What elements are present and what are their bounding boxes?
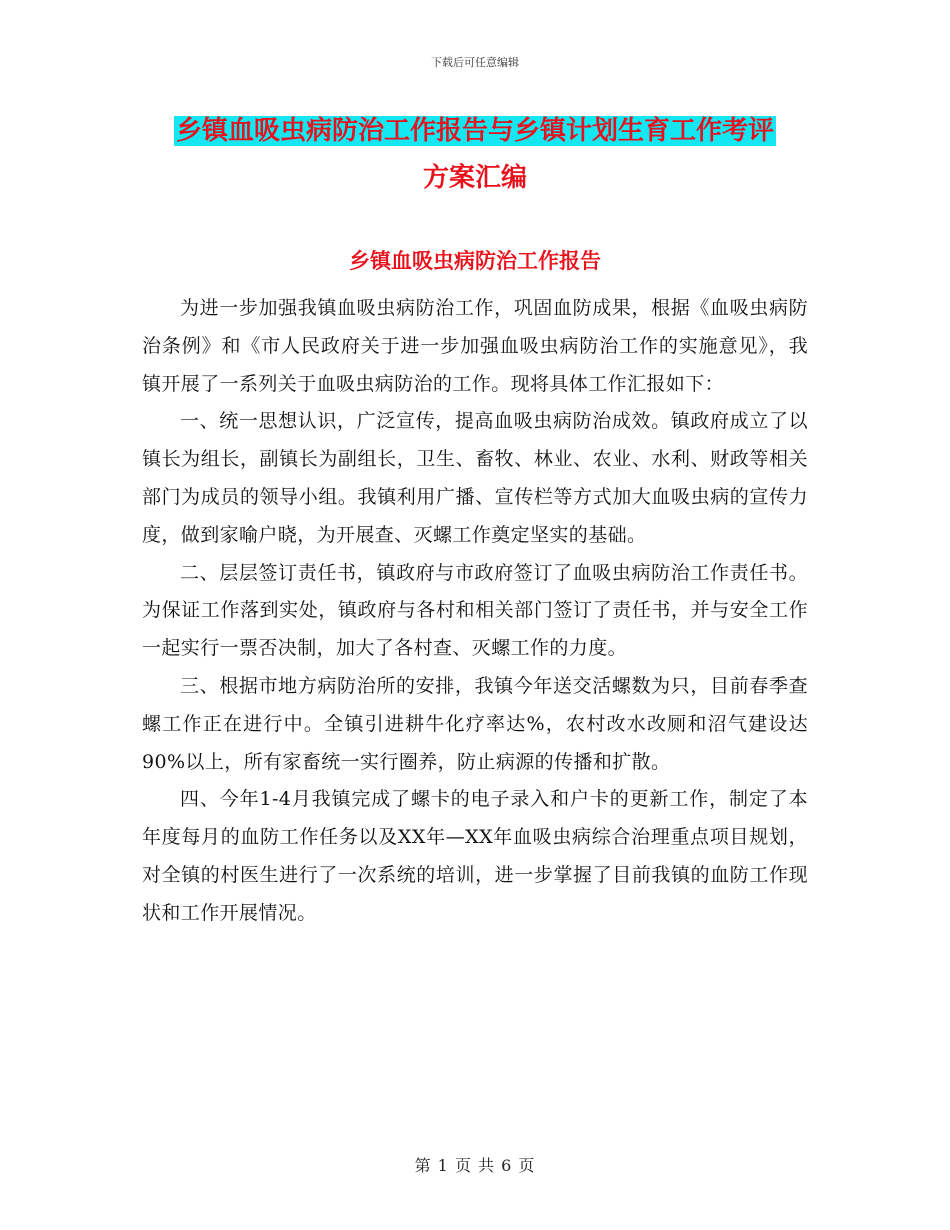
document-title-line-1: 乡镇血吸虫病防治工作报告与乡镇计划生育工作考评 bbox=[175, 116, 774, 146]
document-title-line-2: 方案汇编 bbox=[422, 163, 527, 193]
section-title: 乡镇血吸虫病防治工作报告 bbox=[349, 249, 601, 273]
paragraph-item-4: 四、今年1-4月我镇完成了螺卡的电子录入和户卡的更新工作，制定了本年度每月的血防工作任务以及XX年—XX年血吸虫病综合治理重点项目规划，对全镇的村医生进行了一次系统的培训，进一步掌握了目前我镇的血防工作现状和工作开展情况。 bbox=[142, 788, 808, 924]
page-footer: 第 1 页 共 6 页 bbox=[414, 1156, 536, 1175]
paragraph-intro: 为进一步加强我镇血吸虫病防治工作，巩固血防成果，根据《血吸虫病防治条例》和《市人民政府关于进一步加强血吸虫病防治工作的实施意见》，我镇开展了一系列关于血吸虫病防治的工作。现将具体工作汇报如下： bbox=[142, 297, 808, 395]
paragraph-item-2: 二、层层签订责任书，镇政府与市政府签订了血吸虫病防治工作责任书。为保证工作落到实处，镇政府与各村和相关部门签订了责任书，并与安全工作一起实行一票否决制，加大了各村查、灭螺工作的力度。 bbox=[142, 561, 808, 660]
header-note: 下载后可任意编辑 bbox=[431, 56, 519, 69]
paragraph-item-1: 一、统一思想认识，广泛宣传，提高血吸虫病防治成效。镇政府成立了以镇长为组长，副镇长为副组长，卫生、畜牧、林业、农业、水利、财政等相关部门为成员的领导小组。我镇利用广播、宣传栏等方式加大血吸虫病的宣传力度，做到家喻户晓，为开展查、灭螺工作奠定坚实的基础。 bbox=[142, 410, 808, 546]
document-title bbox=[120, 108, 830, 202]
paragraph-item-3: 三、根据市地方病防治所的安排，我镇今年送交活螺数为只，目前春季查螺工作正在进行中。全镇引进耕牛化疗率达%，农村改水改厕和沼气建设达90%以上，所有家畜统一实行圈养，防止病源的传播和扩散。 bbox=[142, 674, 808, 773]
report-body bbox=[142, 290, 808, 933]
